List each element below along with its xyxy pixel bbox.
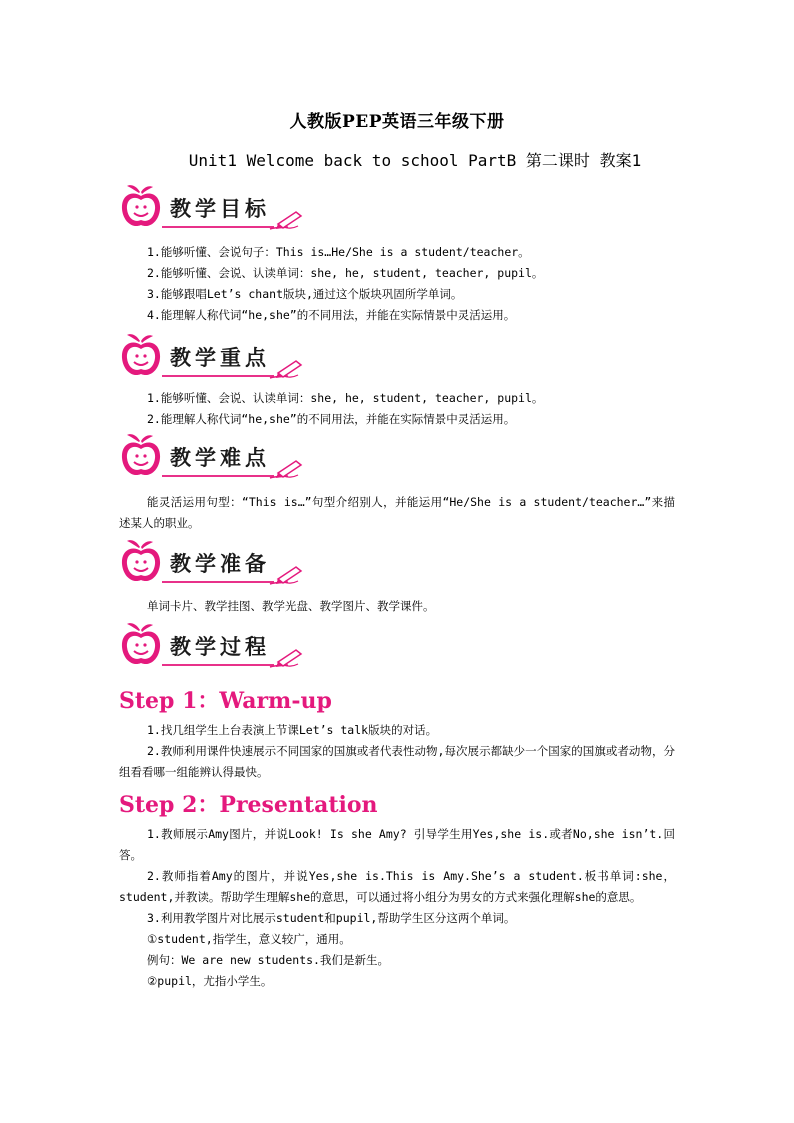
key-points-list — [119, 388, 675, 430]
pen-icon — [268, 564, 304, 586]
list-item: 2.教师指着Amy的图片，并说Yes,she is.This is Amy.She’s a student.板书单词:she，student,并教读。帮助学生理解she的意思，可以通过将小组分为男女的方式来强化理解she的意思。 — [119, 869, 675, 904]
heading-underline — [162, 664, 274, 666]
step-2-title: Step 2：Presentation — [119, 792, 378, 818]
list-item: 3.利用教学图片对比展示student和pupil,帮助学生区分这两个单词。 — [147, 911, 516, 925]
section-header-process — [118, 621, 318, 675]
list-item: 例句：We are new students.我们是新生。 — [147, 953, 389, 967]
step-1-content — [119, 720, 675, 783]
list-item: 2.能够听懂、会说、认读单词：she, he, student, teacher, pupil。 — [147, 266, 544, 280]
pen-icon — [268, 647, 304, 669]
list-item: 1.找几组学生上台表演上节课Let’s talk版块的对话。 — [147, 723, 438, 737]
apple-icon — [118, 332, 164, 380]
section-heading: 教学准备 — [170, 552, 270, 576]
section-heading: 教学重点 — [170, 346, 270, 370]
list-item: 2.教师利用课件快速展示不同国家的国旗或者代表性动物,每次展示都缺少一个国家的国旗或者动物，分组看看哪一组能辨认得最快。 — [119, 744, 675, 779]
preparation-text — [119, 596, 675, 617]
list-item: 2.能理解人称代词“he,she”的不同用法，并能在实际情景中灵活运用。 — [147, 412, 516, 426]
section-header-key-points — [118, 332, 318, 386]
pen-icon — [268, 209, 304, 231]
pen-icon — [268, 358, 304, 380]
pen-icon — [268, 458, 304, 480]
step-1-title: Step 1：Warm-up — [119, 688, 332, 714]
list-item: ②pupil，尤指小学生。 — [147, 974, 273, 988]
document-title: 人教版PEP英语三年级下册 — [289, 112, 505, 132]
list-item: 1.能够听懂、会说、认读单词：she, he, student, teacher, pupil。 — [147, 391, 544, 405]
apple-icon — [118, 538, 164, 586]
section-header-difficulties — [118, 432, 318, 486]
list-item: 3.能够跟唱Let’s chant版块,通过这个版块巩固所学单词。 — [147, 287, 463, 301]
heading-underline — [162, 581, 274, 583]
section-heading: 教学过程 — [170, 635, 270, 659]
difficulties-text — [119, 492, 675, 534]
heading-underline — [162, 475, 274, 477]
objectives-list — [119, 242, 675, 326]
section-header-objectives — [118, 183, 318, 237]
apple-icon — [118, 183, 164, 231]
heading-underline — [162, 226, 274, 228]
document-subtitle: Unit1 Welcome back to school PartB 第二课时 教案1 — [188, 151, 642, 170]
step-2-content — [119, 824, 675, 992]
section-heading: 教学难点 — [170, 446, 270, 470]
section-heading: 教学目标 — [170, 197, 270, 221]
paragraph: 能灵活运用句型：“This is…”句型介绍别人，并能运用“He/She is a student/teacher…”来描述某人的职业。 — [119, 495, 675, 530]
list-item: 1.教师展示Amy图片，并说Look! Is she Amy? 引导学生用Yes,she is.或者No,she isn’t.回答。 — [119, 827, 675, 862]
list-item: 1.能够听懂、会说句子：This is…He/She is a student/teacher。 — [147, 245, 530, 259]
section-header-preparation — [118, 538, 318, 592]
heading-underline — [162, 375, 274, 377]
list-item: 4.能理解人称代词“he,she”的不同用法，并能在实际情景中灵活运用。 — [147, 308, 516, 322]
list-item: ①student,指学生，意义较广，通用。 — [147, 932, 351, 946]
apple-icon — [118, 621, 164, 669]
apple-icon — [118, 432, 164, 480]
paragraph: 单词卡片、教学挂图、教学光盘、教学图片、教学课件。 — [147, 599, 435, 613]
